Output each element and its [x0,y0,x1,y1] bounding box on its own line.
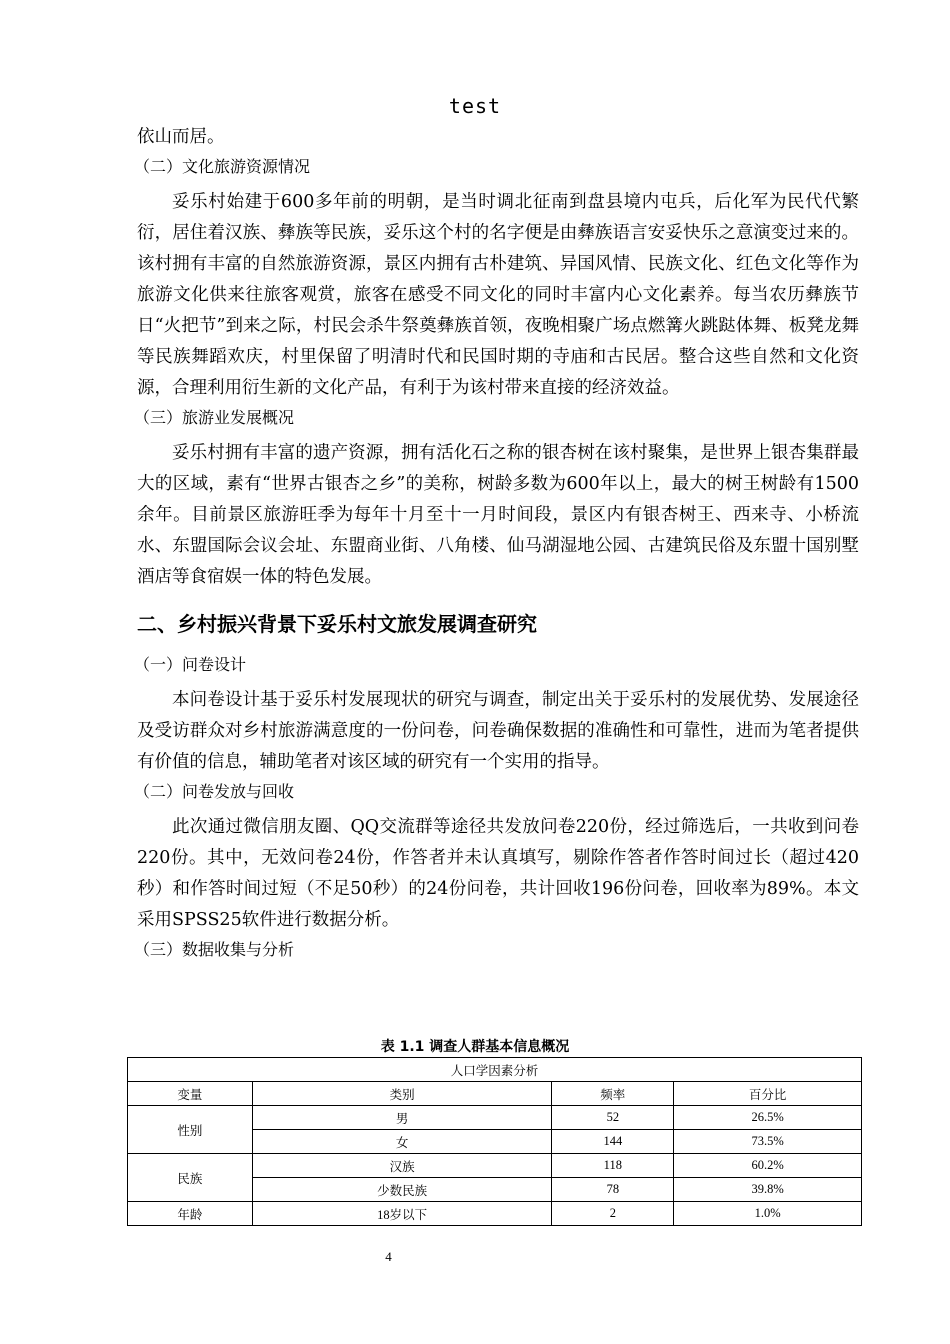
category-cell: 女 [252,1130,552,1154]
percent-cell: 1.0% [674,1202,862,1226]
paragraph-tourism-overview: 妥乐村拥有丰富的遗产资源，拥有活化石之称的银杏树在该村聚集，是世界上银杏集群最大的区域，素有“世界古银杏之乡”的美称，树龄多数为600年以上，最大的树王树龄有1500余年。目前景区旅游旺季为每年十月至十一月时间段，景区内有银杏树王、西来寺、小桥流水、东盟国际会议会址、东盟商业街、八角楼、仙马湖湿地公园、古建筑民俗及东盟十国别墅酒店等食宿娱一体的特色发展。 [137,443,859,587]
variable-cell: 民族 [128,1154,253,1202]
column-header: 频率 [552,1082,674,1106]
paragraph-culture-resources: 妥乐村始建于600多年前的明朝，是当时调北征南到盘县境内屯兵，后化军为民代代繁衍，居住着汉族、彝族等民族，妥乐这个村的名字便是由彝族语言安妥快乐之意演变过来的。该村拥有丰富的自然旅游资源，景区内拥有古朴建筑、异国风情、民族文化、红色文化等作为旅游文化供来往旅客观赏，旅客在感受不同文化的同时丰富内心文化素养。每当农历彝族节日“火把节”到来之际，村民会杀牛祭奠彝族首领，夜晚相聚广场点燃篝火跳跶体舞、板凳龙舞等民族舞蹈欢庆，村里保留了明清时代和民国时期的寺庙和古民居。整合这些自然和文化资源，合理利用衍生新的文化产品，有利于为该村带来直接的经济效益。 [137,192,859,398]
table-header-row [128,1082,862,1106]
table-row [128,1106,862,1130]
percent-cell: 26.5% [674,1106,862,1130]
subheading-tourism-overview: （三）旅游业发展概况 [134,408,295,427]
subheading-data-analysis: （三）数据收集与分析 [134,940,295,959]
percent-cell: 60.2% [674,1154,862,1178]
frequency-cell: 52 [552,1106,674,1130]
body-content [134,122,859,964]
percent-cell: 73.5% [674,1130,862,1154]
table-row [128,1154,862,1178]
category-cell: 男 [252,1106,552,1130]
table-row [128,1202,862,1226]
column-header: 类别 [252,1082,552,1106]
frequency-cell: 118 [552,1154,674,1178]
table-caption: 表 1.1 调查人群基本信息概况 [380,1039,570,1055]
category-cell: 少数民族 [252,1178,552,1202]
frequency-cell: 144 [552,1130,674,1154]
frequency-cell: 78 [552,1178,674,1202]
subheading-questionnaire-design: （一）问卷设计 [134,655,247,674]
subheading-culture-resources: （二）文化旅游资源情况 [134,157,311,176]
paragraph-questionnaire-design: 本问卷设计基于妥乐村发展现状的研究与调查，制定出关于妥乐村的发展优势、发展途径及受访群众对乡村旅游满意度的一份问卷，问卷确保数据的准确性和可靠性，进而为笔者提供有价值的信息，辅助笔者对该区域的研究有一个实用的指导。 [137,690,859,772]
frequency-cell: 2 [552,1202,674,1226]
subheading-distribution: （二）问卷发放与回收 [134,782,295,801]
page-header: test [448,94,502,118]
continuation-text: 依山而居。 [137,127,225,147]
paragraph-distribution: 此次通过微信朋友圈、QQ交流群等途径共发放问卷220份，经过筛选后，一共收到问卷220份。其中，无效问卷24份，作答者并未认真填写，剔除作答者作答时间过长（超过420秒）和作答时间过短（不足50秒）的24份问卷，共计回收196份问卷，回收率为89%。本文采用SPSS25软件进行数据分析。 [137,817,859,930]
section-title: 二、乡村振兴背景下妥乐村文旅发展调查研究 [137,612,537,636]
column-header: 变量 [128,1082,253,1106]
table-group-header-row [128,1058,862,1082]
variable-cell: 性别 [128,1106,253,1154]
category-cell: 18岁以下 [252,1202,552,1226]
page-number: 4 [385,1249,392,1264]
category-cell: 汉族 [252,1154,552,1178]
variable-cell: 年龄 [128,1202,253,1226]
column-header: 百分比 [674,1082,862,1106]
demographics-table [127,1057,862,1226]
table-group-header: 人口学因素分析 [128,1058,862,1082]
percent-cell: 39.8% [674,1178,862,1202]
